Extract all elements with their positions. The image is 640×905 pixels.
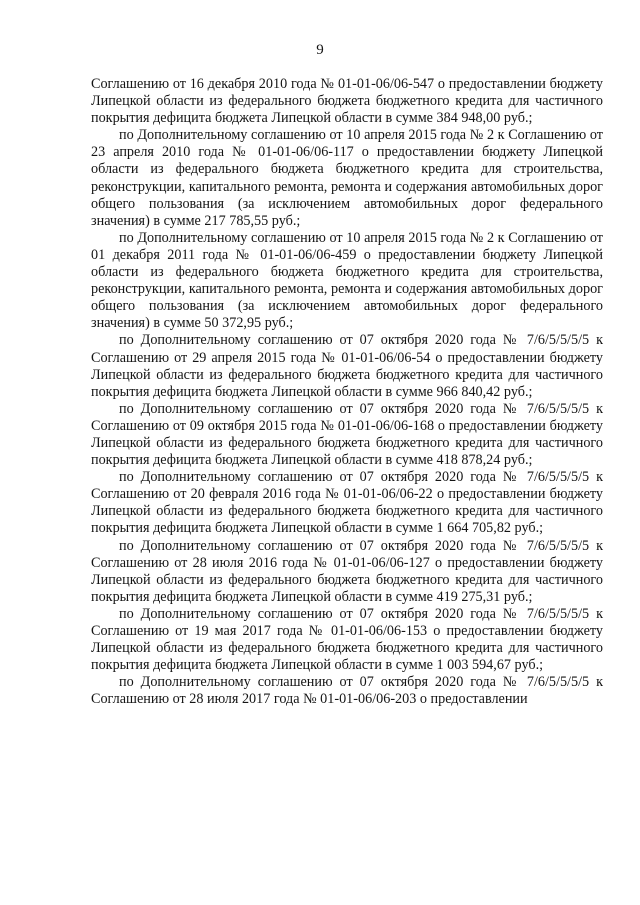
paragraph: по Дополнительному соглашению от 07 октября 2020 года № 7/6/5/5/5/5 к Соглашению от 28 июля 2016 года № 01-01-06/06-127 о предоставлении бюджету Липецкой области из федерального бюджета бюджетного кредита для частичного покрытия дефицита бюджета Липецкой области в сумме 419 275,31 руб.; (91, 537, 603, 605)
paragraph-truncated: по Дополнительному соглашению от 07 октября 2020 года № 7/6/5/5/5/5 к Соглашению от 28 июля 2017 года № 01-01-06/06-203 о предоставлении (91, 674, 603, 708)
paragraph: по Дополнительному соглашению от 10 апреля 2015 года № 2 к Соглашению от 01 декабря 2011 года № 01-01-06/06-459 о предоставлении бюджету Липецкой области из федерального бюджета бюджетного кредита для строительства, реконструкции, капитального ремонта, ремонта и содержания автомобильных дорог общего пользования (за исключением автомобильных дорог федерального значения) в сумме 50 372,95 руб.; (91, 229, 603, 332)
document-body (91, 76, 603, 708)
paragraph: по Дополнительному соглашению от 07 октября 2020 года № 7/6/5/5/5/5 к Соглашению от 09 октября 2015 года № 01-01-06/06-168 о предоставлении бюджету Липецкой области из федерального бюджета бюджетного кредита для частичного покрытия дефицита бюджета Липецкой области в сумме 418 878,24 руб.; (91, 400, 603, 469)
paragraph: по Дополнительному соглашению от 07 октября 2020 года № 7/6/5/5/5/5 к Соглашению от 19 мая 2017 года № 01-01-06/06-153 о предоставлении бюджету Липецкой области из федерального бюджета бюджетного кредита для частичного покрытия дефицита бюджета Липецкой области в сумме 1 003 594,67 руб.; (91, 605, 603, 674)
page-number: 9 (316, 42, 324, 58)
paragraph: по Дополнительному соглашению от 07 октября 2020 года № 7/6/5/5/5/5 к Соглашению от 20 февраля 2016 года № 01-01-06/06-22 о предоставлении бюджету Липецкой области из федерального бюджета бюджетного кредита для частичного покрытия дефицита бюджета Липецкой области в сумме 1 664 705,82 руб.; (91, 469, 603, 537)
paragraph: по Дополнительному соглашению от 10 апреля 2015 года № 2 к Соглашению от 23 апреля 2010 года № 01-01-06/06-117 о предоставлении бюджету Липецкой области из федерального бюджета бюджетного кредита для строительства, реконструкции, капитального ремонта, ремонта и содержания автомобильных дорог общего пользования (за исключением автомобильных дорог федерального значения) в сумме 217 785,55 руб.; (91, 127, 603, 229)
paragraph: по Дополнительному соглашению от 07 октября 2020 года № 7/6/5/5/5/5 к Соглашению от 29 апреля 2015 года № 01-01-06/06-54 о предоставлении бюджету Липецкой области из федерального бюджета бюджетного кредита для частичного покрытия дефицита бюджета Липецкой области в сумме 966 840,42 руб.; (91, 332, 603, 400)
paragraph-continuation: Соглашению от 16 декабря 2010 года № 01-01-06/06-547 о предоставлении бюджету Липецкой области из федерального бюджета бюджетного кредита для частичного покрытия дефицита бюджета Липецкой области в сумме 384 948,00 руб.; (91, 76, 603, 127)
